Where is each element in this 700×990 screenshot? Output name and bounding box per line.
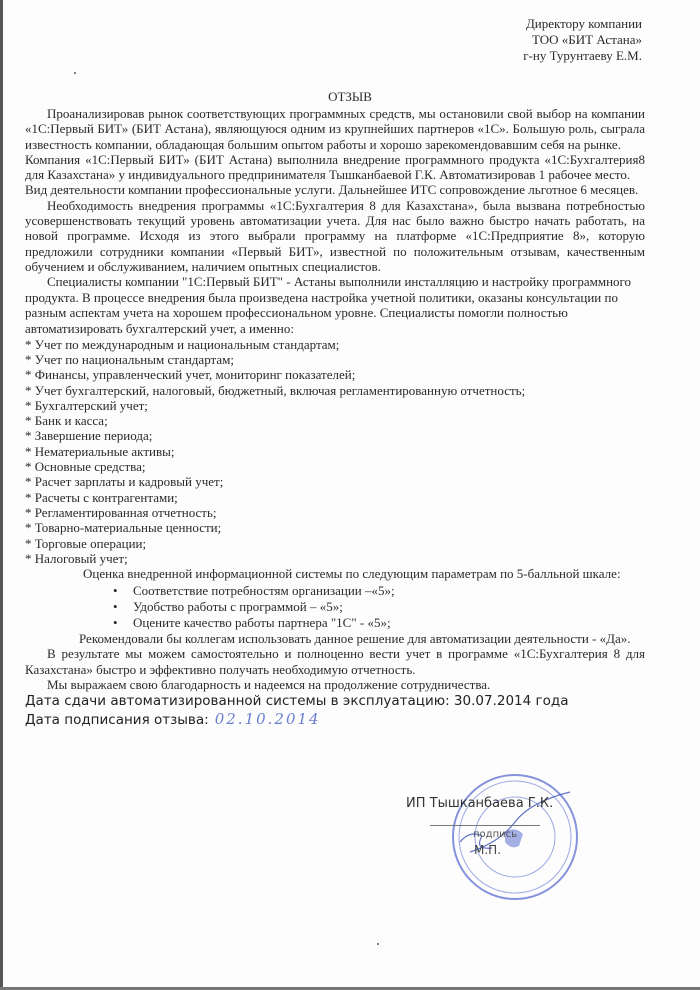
signing-date-label: Дата подписания отзыва:: [25, 712, 209, 729]
commission-date: Дата сдачи автоматизированной системы в эксплуатацию: 30.07.2014 года: [25, 693, 569, 710]
list-item: * Основные средства;: [25, 459, 146, 475]
addressee-line: Директору компании: [525, 16, 642, 31]
paragraph-specialists: Специалисты компании "1С:Первый БИТ" - Астаны выполнили инсталляцию и настройку программного продукта. В процессе внедрения была произведена настройка учетной политики, оказаны консультации по разным аспектам учета на хорошем профессиональном уровне. Специалисты помогли полностью автоматизировать бухгалтерский учет, а именно:: [25, 274, 632, 337]
thanks-paragraph: Мы выражаем свою благодарность и надеемся на продолжение сотрудничества.: [47, 677, 491, 693]
paragraph-activity: Вид деятельности компании профессиональные услуги. Дальнейшее ИТС сопровождение льготное 6 месяцев.: [25, 182, 639, 198]
automated-areas-list: [25, 337, 645, 566]
paragraph-intro: Проанализировав рынок соответствующих программных средств, мы остановили свой выбор на компании «1С:Первый БИТ» (БИТ Астана), являющуюся одним из крупнейших партнеров «1С». Большую роль, сыграла известность компании, обладающая большим опытом работы и хорошо зарекомендовавшим себя на рынке.: [25, 106, 645, 152]
rating-heading: Оценка внедренной информационной системы по следующим параметрам по 5-балльной шкале:: [83, 566, 621, 582]
list-item: * Торговые операции;: [25, 535, 147, 551]
list-item: * Расчет зарплаты и кадровый учет;: [25, 474, 224, 490]
addressee-line: г-ну Турунтаеву Е.М.: [523, 48, 642, 63]
paragraph-implementation: Компания «1С:Первый БИТ» (БИТ Астана) выполнила внедрение программного продукта «1С:Бухгалтерия8 для Казахстана» у индивидуального предпринимателя Тышканбаевой Г.К. Автоматизировав 1 рабочее место.: [25, 151, 645, 183]
scan-speck: [74, 72, 76, 74]
list-item: * Регламентированная отчетность;: [25, 504, 217, 520]
scan-left-edge: [0, 0, 3, 990]
list-item: * Бухгалтерский учет;: [25, 397, 148, 413]
signatory-name: ИП Тышканбаева Г.К.: [406, 796, 554, 811]
rating-item: • Оцените качество работы партнера "1С" - «5»;: [113, 615, 645, 631]
list-item: * Налоговый учет;: [25, 550, 128, 566]
rating-item: • Удобство работы с программой – «5»;: [113, 599, 645, 615]
list-item: * Банк и касса;: [25, 413, 108, 429]
paragraph-necessity: Необходимость внедрения программы «1С:Бухгалтерия 8 для Казахстана», была вызвана потребностью усовершенствовать текущий уровень автоматизации учета. Для нас было важно быстро начать работать, на новой программе. Исходя из этого выбрали программу на платформе «1С:Предприятие 8», которую предложили сотрудники компании «Первый БИТ», известной по положительным отзывам, качественным обучением и обслуживанием, наличием опытных специалистов.: [25, 197, 645, 274]
list-item: * Учет бухгалтерский, налоговый, бюджетный, включая регламентированную отчетность;: [25, 382, 526, 398]
list-item: * Товарно-материальные ценности;: [25, 520, 222, 536]
list-item: * Учет по международным и национальным стандартам;: [25, 336, 340, 352]
rating-list: [25, 583, 645, 630]
result-paragraph: В результате мы можем самостоятельно и полноценно вести учет в программе «1С:Бухгалтерия 8 для Казахстана» быстро и эффективно получать необходимую отчетность.: [25, 646, 645, 677]
signing-date-row: [25, 710, 645, 729]
signature-label: подпись: [473, 829, 517, 840]
scan-speck: [377, 943, 379, 945]
addressee-block: [523, 16, 642, 64]
signature-line: [430, 825, 540, 826]
list-item: * Финансы, управленческий учет, мониторинг показателей;: [25, 367, 356, 383]
signing-date-handwritten: 02.10.2014: [214, 710, 321, 729]
list-item: * Нематериальные активы;: [25, 443, 175, 459]
list-item: * Завершение периода;: [25, 428, 153, 444]
addressee-line: ТОО «БИТ Астана»: [531, 32, 642, 47]
seal-place-label: М.П.: [474, 843, 502, 857]
document-body: [25, 106, 645, 729]
list-item: * Учет по национальным стандартам;: [25, 351, 234, 367]
recommendation-text: Рекомендовали бы коллегам использовать данное решение для автоматизации деятельности - «Да».: [79, 631, 631, 647]
document-title: ОТЗЫВ: [328, 89, 372, 104]
rating-item: • Соответствие потребностям организации –«5»;: [113, 583, 645, 599]
list-item: * Расчеты с контрагентами;: [25, 489, 178, 505]
